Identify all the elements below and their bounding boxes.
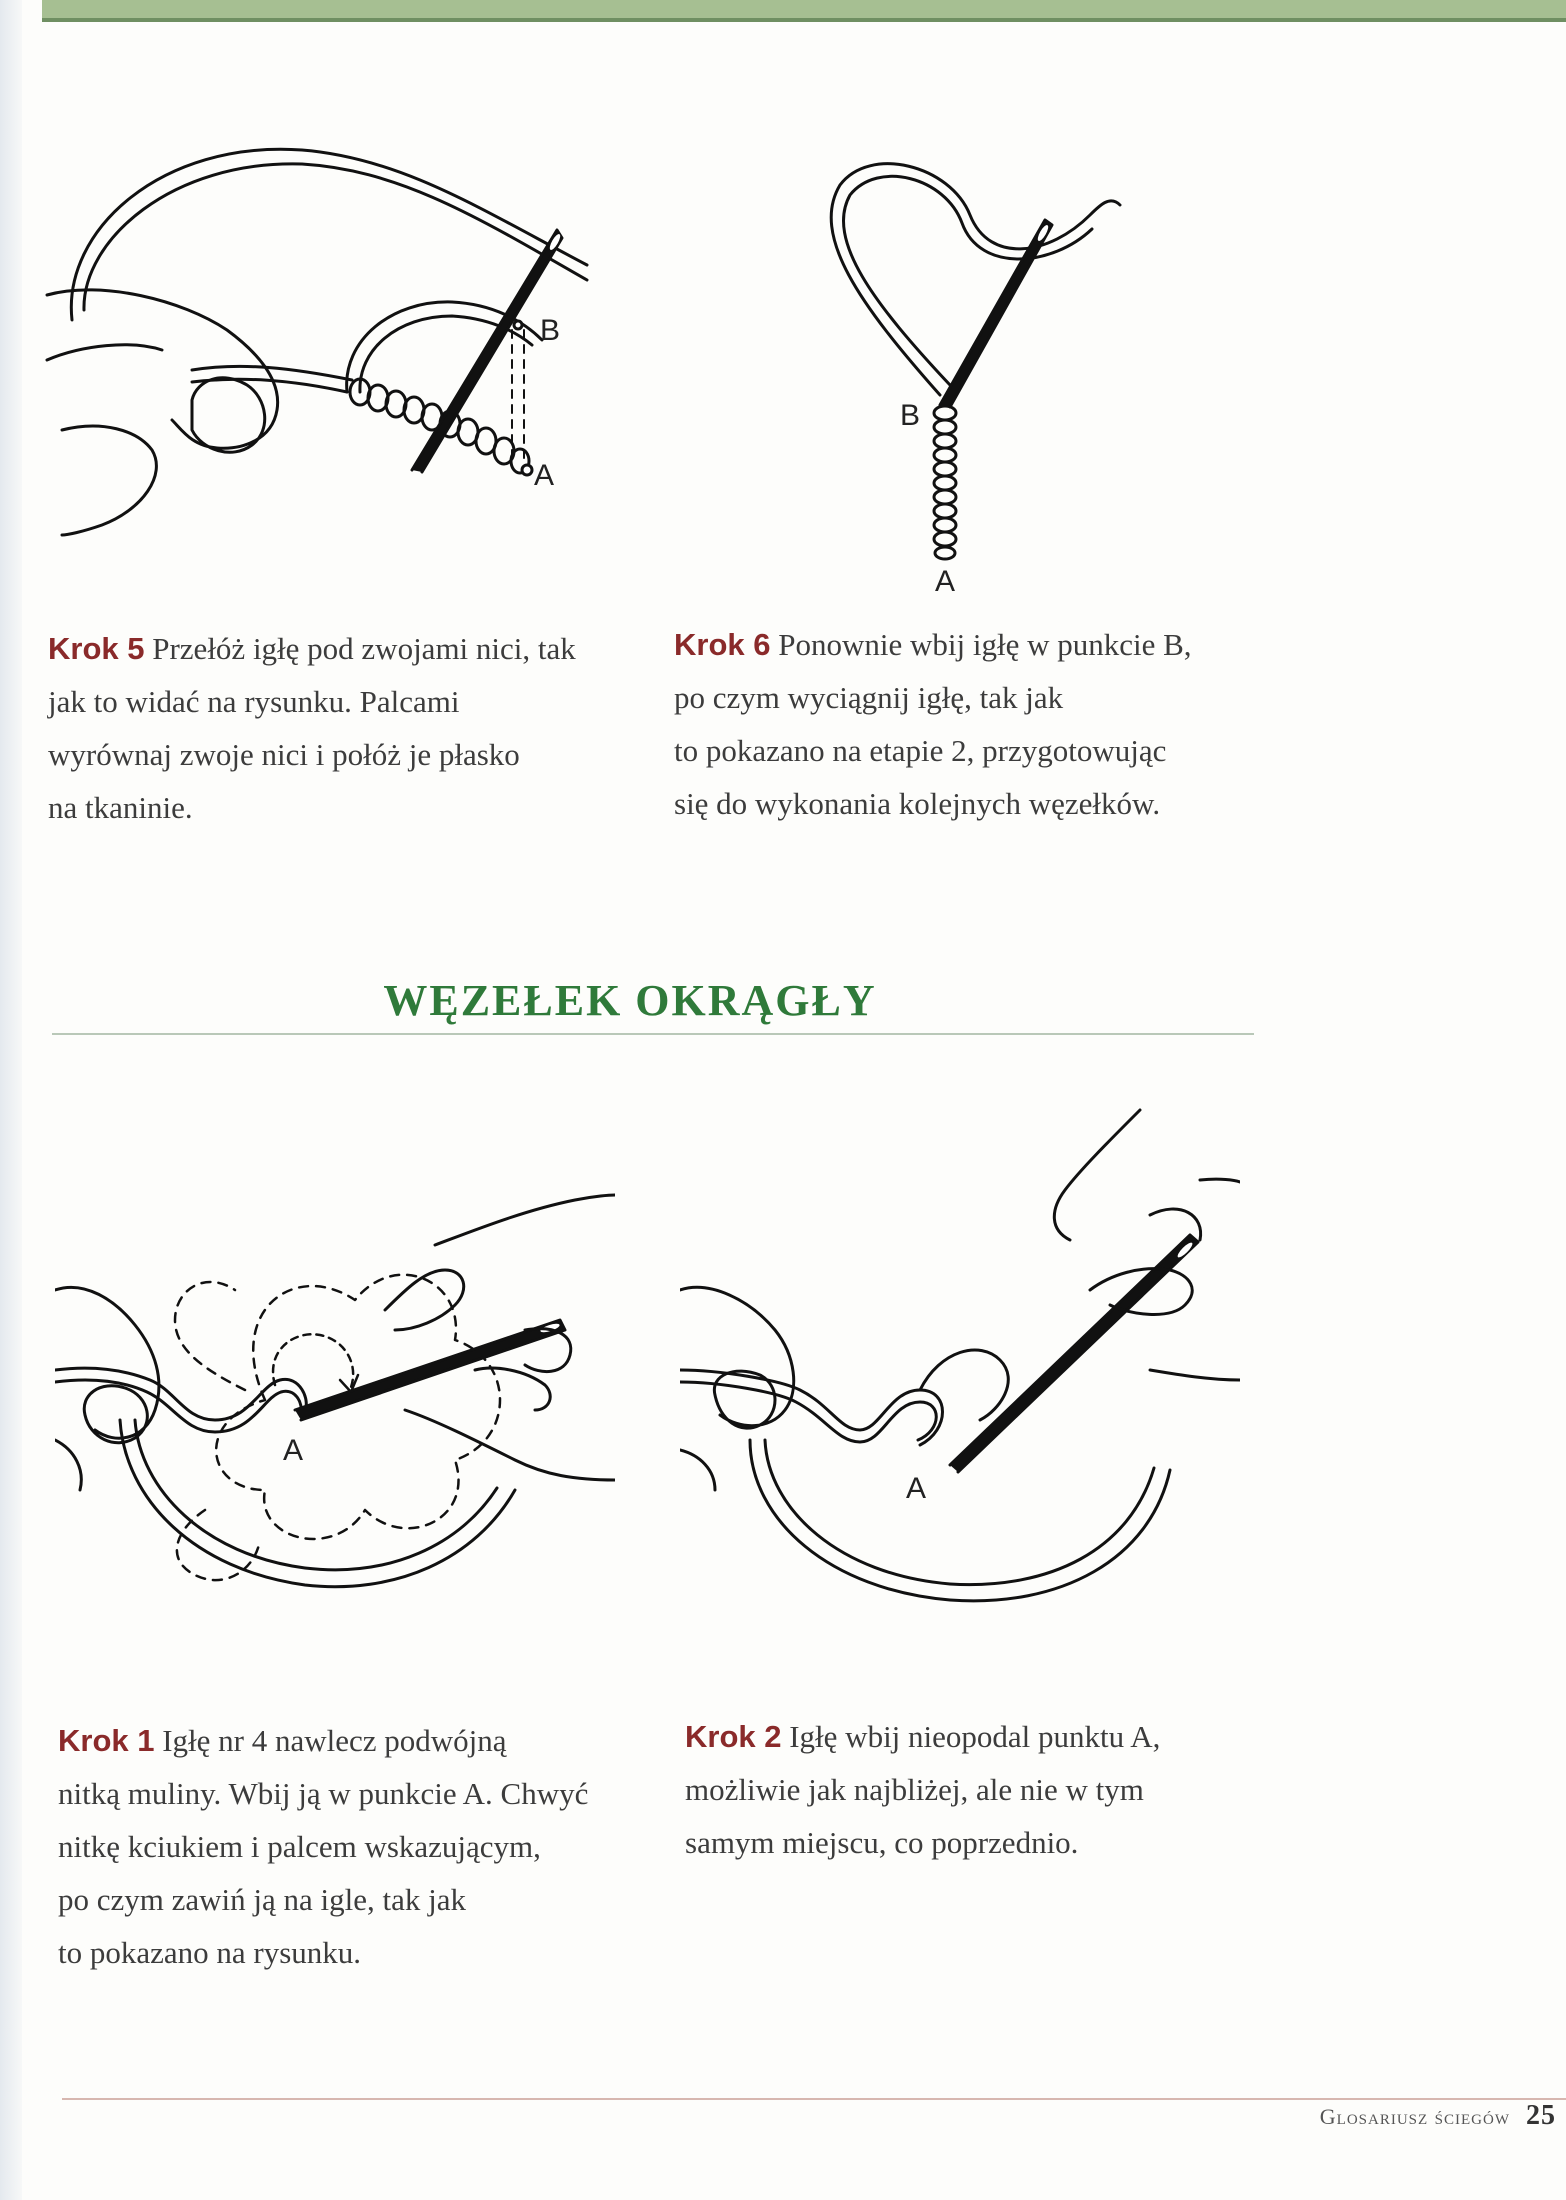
step-6-line-4: się do wykonania kolejnych węzełków.	[674, 786, 1161, 821]
hand	[47, 290, 278, 535]
thread-loop-inner	[84, 164, 587, 310]
fabric-edge	[120, 1420, 515, 1587]
needle	[940, 220, 1052, 407]
right-hand	[385, 1195, 615, 1480]
step-6-line-1: Krok 6 Ponownie wbij igłę w punkcie B,	[674, 627, 1192, 662]
thread-wraps	[934, 406, 956, 559]
illustration-round-step-1	[55, 1170, 615, 1600]
illustration-round-step-2	[680, 1090, 1240, 1610]
round-step-2-line-2: możliwie jak najbliżej, ale nie w tym	[685, 1772, 1144, 1807]
page-number: 25	[1526, 2100, 1556, 2131]
left-hand	[680, 1287, 794, 1490]
round-step-1-krok: Krok 1	[58, 1723, 155, 1758]
needle	[295, 1320, 565, 1420]
step-5-krok: Krok 5	[48, 631, 145, 666]
round-step-1-line-2: nitką muliny. Wbij ją w punkcie A. Chwyć	[58, 1776, 589, 1811]
step-5-line-1: Krok 5 Przełóż igłę pod zwojami nici, tak	[48, 631, 576, 666]
page-left-edge	[0, 0, 22, 2200]
section-rule	[52, 1033, 1254, 1035]
thread	[55, 1368, 306, 1420]
round-step-2-krok: Krok 2	[685, 1719, 782, 1754]
step-6-line-2: po czym wyciągnij igłę, tak jak	[674, 680, 1064, 715]
step-5-line-4: na tkaninie.	[48, 790, 193, 825]
top-color-bar	[42, 0, 1566, 18]
running-footer	[1320, 2100, 1556, 2132]
round-step-1-line-5: to pokazano na rysunku.	[58, 1935, 362, 1970]
label-a: A	[534, 459, 555, 492]
round-step-2-line-3: samym miejscu, co poprzednio.	[685, 1825, 1079, 1860]
round-step-1-line-1: Krok 1 Igłę nr 4 nawlecz podwójną	[58, 1723, 507, 1758]
label-b: B	[900, 399, 921, 432]
illustration-step-6	[800, 155, 1150, 595]
section-title: WĘZEŁEK OKRĄGŁY	[383, 976, 877, 1025]
needle	[412, 230, 562, 472]
top-color-bar-rule	[42, 18, 1566, 22]
illustration-step-5	[42, 130, 602, 560]
round-step-1-line-4: po czym zawiń ją na igle, tak jak	[58, 1882, 467, 1917]
step-5-line-3: wyrównaj zwoje nici i połóż je płasko	[48, 737, 520, 772]
step-6-krok: Krok 6	[674, 627, 771, 662]
running-title: Glosariusz ściegów	[1319, 2104, 1510, 2129]
step-6-text	[674, 618, 1314, 830]
label-a: A	[935, 565, 956, 595]
round-step-2-line-1: Krok 2 Igłę wbij nieopodal punktu A,	[685, 1719, 1161, 1754]
step-6-line-3: to pokazano na etapie 2, przygotowując	[674, 733, 1167, 768]
round-step-2-text	[685, 1710, 1305, 1869]
step-5-line-2: jak to widać na rysunku. Palcami	[48, 684, 460, 719]
step-5-text	[48, 622, 648, 834]
round-step-1-line-3: nitkę kciukiem i palcem wskazującym,	[58, 1829, 541, 1864]
label-a: A	[283, 1434, 304, 1467]
label-a: A	[906, 1472, 927, 1505]
label-b: B	[540, 314, 561, 347]
round-step-1-text	[58, 1714, 678, 1979]
